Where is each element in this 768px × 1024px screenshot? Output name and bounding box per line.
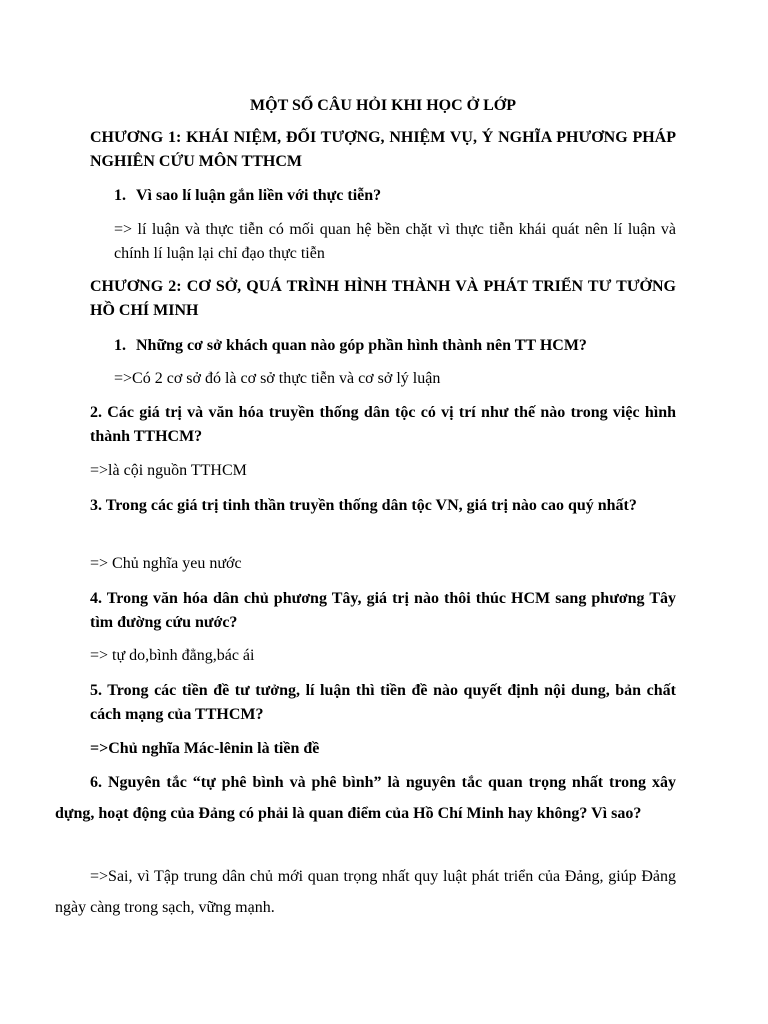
chapter-2-answer-6: =>Sai, vì Tập trung dân chủ mới quan trọng nhất quy luật phát triển của Đảng, giúp Đảng ngày càng trong sạch, vững mạnh. [55, 868, 676, 916]
chapter-1-answer-1: => lí luận và thực tiễn có mối quan hệ bền chặt vì thực tiễn khái quát nên lí luận và chính lí luận lại chỉ đạo thực tiễn [114, 221, 676, 262]
chapter-2-question-4: 4. Trong văn hóa dân chủ phương Tây, giá trị nào thôi thúc HCM sang phương Tây tìm đường cứu nước? [90, 590, 676, 631]
document-title: MỘT SỐ CÂU HỎI KHI HỌC Ở LỚP [250, 97, 516, 114]
chapter-2-question-6: 6. Nguyên tắc “tự phê bình và phê bình” là nguyên tắc quan trọng nhất trong xây dựng, hoạt động của Đảng có phải là quan điểm của Hồ Chí Minh hay không? Vì sao? [55, 774, 676, 822]
chapter-1-question-1: Vì sao lí luận gắn liền với thực tiễn? [136, 187, 382, 204]
chapter-1-heading: CHƯƠNG 1: KHÁI NIỆM, ĐỐI TƯỢNG, NHIỆM VỤ, Ý NGHĨA PHƯƠNG PHÁP NGHIÊN CỨU MÔN TTHCM [90, 129, 676, 170]
chapter-1-question-1-number: 1. [114, 187, 126, 204]
chapter-2-question-5: 5. Trong các tiền đề tư tưởng, lí luận thì tiền đề nào quyết định nội dung, bản chất cách mạng của TTHCM? [90, 682, 676, 723]
chapter-2-answer-3: => Chủ nghĩa yeu nước [90, 555, 242, 572]
chapter-2-answer-4: => tự do,bình đẳng,bác ái [90, 647, 255, 664]
chapter-2-question-2: 2. Các giá trị và văn hóa truyền thống dân tộc có vị trí như thế nào trong việc hình thành TTHCM? [90, 404, 676, 445]
chapter-2-question-1: Những cơ sở khách quan nào góp phần hình thành nên TT HCM? [136, 337, 587, 354]
chapter-2-answer-2: =>là cội nguồn TTHCM [90, 462, 247, 479]
chapter-2-question-1-number: 1. [114, 337, 126, 354]
chapter-2-question-3: 3. Trong các giá trị tinh thần truyền thống dân tộc VN, giá trị nào cao quý nhất? [90, 497, 637, 514]
chapter-2-answer-5: =>Chủ nghĩa Mác-lênin là tiền đề [90, 740, 320, 757]
chapter-2-answer-1: =>Có 2 cơ sở đó là cơ sở thực tiễn và cơ sở lý luận [114, 370, 441, 387]
chapter-2-heading: CHƯƠNG 2: CƠ SỞ, QUÁ TRÌNH HÌNH THÀNH VÀ PHÁT TRIỂN TƯ TƯỞNG HỒ CHÍ MINH [90, 278, 676, 319]
